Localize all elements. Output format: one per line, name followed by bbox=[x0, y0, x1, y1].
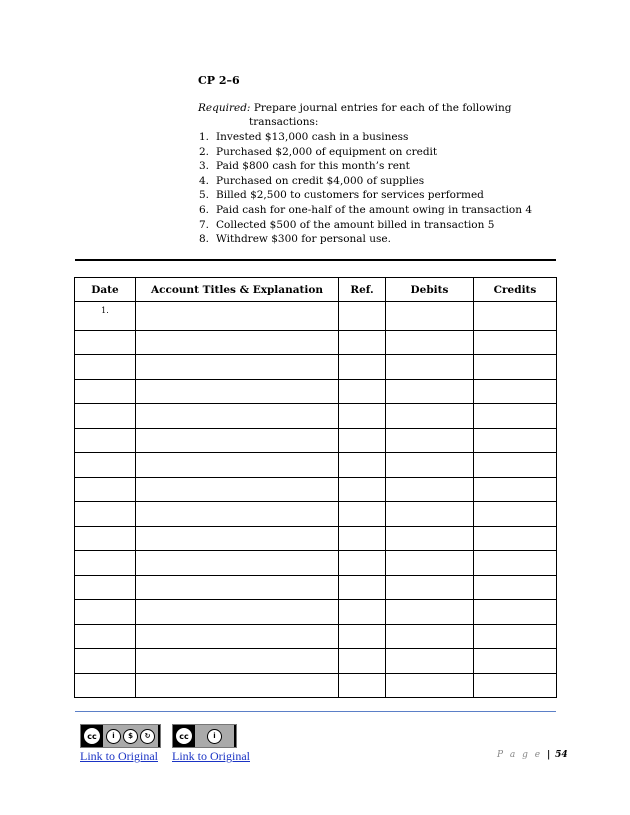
table-row bbox=[75, 302, 557, 331]
ref-cell[interactable] bbox=[339, 673, 386, 698]
date-cell[interactable] bbox=[75, 453, 136, 478]
by-icon: i bbox=[207, 729, 222, 744]
date-cell[interactable] bbox=[75, 575, 136, 600]
account-cell[interactable] bbox=[136, 355, 339, 380]
ref-cell[interactable] bbox=[339, 649, 386, 674]
debit-cell[interactable] bbox=[386, 600, 474, 625]
account-cell[interactable] bbox=[136, 330, 339, 355]
license-badge-by-nc-sa[interactable] bbox=[80, 724, 161, 748]
ref-cell[interactable] bbox=[339, 477, 386, 502]
account-cell[interactable] bbox=[136, 600, 339, 625]
ref-cell[interactable] bbox=[339, 379, 386, 404]
credit-cell[interactable] bbox=[474, 453, 557, 478]
ref-cell[interactable] bbox=[339, 453, 386, 478]
required-label: Required: bbox=[198, 102, 251, 114]
account-cell[interactable] bbox=[136, 551, 339, 576]
table-row bbox=[75, 379, 557, 404]
credit-cell[interactable] bbox=[474, 355, 557, 380]
date-cell[interactable] bbox=[75, 355, 136, 380]
list-item: 2. Purchased $2,000 of equipment on credit bbox=[199, 145, 438, 158]
table-row bbox=[75, 428, 557, 453]
date-cell[interactable]: 1. bbox=[75, 302, 136, 331]
account-cell[interactable] bbox=[136, 624, 339, 649]
ref-cell[interactable] bbox=[339, 404, 386, 429]
credit-cell[interactable] bbox=[474, 649, 557, 674]
credit-cell[interactable] bbox=[474, 624, 557, 649]
problem-title: CP 2–6 bbox=[198, 74, 240, 87]
list-item: 6. Paid cash for one-half of the amount owing in transaction 4 bbox=[199, 203, 533, 216]
ref-cell[interactable] bbox=[339, 624, 386, 649]
credit-cell[interactable] bbox=[474, 575, 557, 600]
table-row bbox=[75, 649, 557, 674]
debit-cell[interactable] bbox=[386, 477, 474, 502]
table-row bbox=[75, 575, 557, 600]
page-number: P a g e | 54 bbox=[497, 750, 568, 760]
ref-cell[interactable] bbox=[339, 502, 386, 527]
credit-cell[interactable] bbox=[474, 477, 557, 502]
account-cell[interactable] bbox=[136, 673, 339, 698]
column-header-account: Account Titles & Explanation bbox=[136, 278, 339, 302]
date-cell[interactable] bbox=[75, 404, 136, 429]
credit-cell[interactable] bbox=[474, 379, 557, 404]
credit-cell[interactable] bbox=[474, 428, 557, 453]
ref-cell[interactable] bbox=[339, 330, 386, 355]
credit-cell[interactable] bbox=[474, 551, 557, 576]
date-cell[interactable] bbox=[75, 673, 136, 698]
link-to-original-2[interactable]: Link to Original bbox=[172, 749, 250, 763]
date-cell[interactable] bbox=[75, 600, 136, 625]
debit-cell[interactable] bbox=[386, 502, 474, 527]
list-item: 5. Billed $2,500 to customers for services performed bbox=[199, 189, 484, 202]
list-item: 3. Paid $800 cash for this month’s rent bbox=[199, 160, 410, 173]
sa-icon: ↻ bbox=[140, 729, 155, 744]
table-row bbox=[75, 526, 557, 551]
date-cell[interactable] bbox=[75, 551, 136, 576]
credit-cell[interactable] bbox=[474, 600, 557, 625]
ref-cell[interactable] bbox=[339, 428, 386, 453]
license-badge-by[interactable] bbox=[172, 724, 237, 748]
list-item: 8. Withdrew $300 for personal use. bbox=[199, 233, 391, 246]
debit-cell[interactable] bbox=[386, 575, 474, 600]
credit-cell[interactable] bbox=[474, 330, 557, 355]
cc-icon: cc bbox=[175, 727, 193, 745]
list-item: 7. Collected $500 of the amount billed in transaction 5 bbox=[199, 218, 495, 231]
ref-cell[interactable] bbox=[339, 526, 386, 551]
date-cell[interactable] bbox=[75, 502, 136, 527]
date-cell[interactable] bbox=[75, 624, 136, 649]
credit-cell[interactable] bbox=[474, 673, 557, 698]
table-row bbox=[75, 404, 557, 429]
cc-icon: cc bbox=[83, 727, 101, 745]
credit-cell[interactable] bbox=[474, 302, 557, 331]
journal-table bbox=[74, 277, 557, 698]
account-cell[interactable] bbox=[136, 428, 339, 453]
required-text: Prepare journal entries for each of the following bbox=[253, 102, 512, 114]
debit-cell[interactable] bbox=[386, 355, 474, 380]
table-row bbox=[75, 600, 557, 625]
table-row bbox=[75, 477, 557, 502]
account-cell[interactable] bbox=[136, 649, 339, 674]
date-cell[interactable] bbox=[75, 379, 136, 404]
debit-cell[interactable] bbox=[386, 330, 474, 355]
transaction-list bbox=[199, 130, 532, 247]
list-item: 1. Invested $13,000 cash in a business bbox=[199, 131, 409, 143]
debit-cell[interactable] bbox=[386, 379, 474, 404]
account-cell[interactable] bbox=[136, 477, 339, 502]
account-cell[interactable] bbox=[136, 404, 339, 429]
account-cell[interactable] bbox=[136, 379, 339, 404]
debit-cell[interactable] bbox=[386, 624, 474, 649]
table-row bbox=[75, 551, 557, 576]
credit-cell[interactable] bbox=[474, 502, 557, 527]
account-cell[interactable] bbox=[136, 526, 339, 551]
credit-cell[interactable] bbox=[474, 404, 557, 429]
account-cell[interactable] bbox=[136, 302, 339, 331]
by-icon: i bbox=[106, 729, 121, 744]
journal-header-row bbox=[75, 278, 557, 302]
link-to-original-1[interactable]: Link to Original bbox=[80, 749, 158, 763]
credit-cell[interactable] bbox=[474, 526, 557, 551]
debit-cell[interactable] bbox=[386, 526, 474, 551]
column-header-credits: Credits bbox=[474, 278, 557, 302]
account-cell[interactable] bbox=[136, 575, 339, 600]
date-cell[interactable] bbox=[75, 330, 136, 355]
section-divider bbox=[75, 259, 556, 261]
debit-cell[interactable] bbox=[386, 428, 474, 453]
debit-cell[interactable] bbox=[386, 404, 474, 429]
required-instructions bbox=[198, 101, 528, 129]
ref-cell[interactable] bbox=[339, 551, 386, 576]
table-row bbox=[75, 673, 557, 698]
debit-cell[interactable] bbox=[386, 302, 474, 331]
ref-cell[interactable] bbox=[339, 575, 386, 600]
debit-cell[interactable] bbox=[386, 551, 474, 576]
debit-cell[interactable] bbox=[386, 649, 474, 674]
required-text-cont: transactions: bbox=[249, 116, 319, 128]
date-cell[interactable] bbox=[75, 649, 136, 674]
debit-cell[interactable] bbox=[386, 453, 474, 478]
nc-icon: $ bbox=[123, 729, 138, 744]
ref-cell[interactable] bbox=[339, 355, 386, 380]
debit-cell[interactable] bbox=[386, 673, 474, 698]
account-cell[interactable] bbox=[136, 453, 339, 478]
list-item: 4. Purchased on credit $4,000 of supplies bbox=[199, 174, 425, 187]
ref-cell[interactable] bbox=[339, 302, 386, 331]
table-row bbox=[75, 453, 557, 478]
ref-cell[interactable] bbox=[339, 600, 386, 625]
table-row bbox=[75, 355, 557, 380]
table-row bbox=[75, 502, 557, 527]
table-row bbox=[75, 624, 557, 649]
column-header-ref: Ref. bbox=[339, 278, 386, 302]
column-header-debits: Debits bbox=[386, 278, 474, 302]
date-cell[interactable] bbox=[75, 477, 136, 502]
date-cell[interactable] bbox=[75, 428, 136, 453]
account-cell[interactable] bbox=[136, 502, 339, 527]
date-cell[interactable] bbox=[75, 526, 136, 551]
footer-divider bbox=[75, 711, 556, 712]
column-header-date: Date bbox=[75, 278, 136, 302]
table-row bbox=[75, 330, 557, 355]
